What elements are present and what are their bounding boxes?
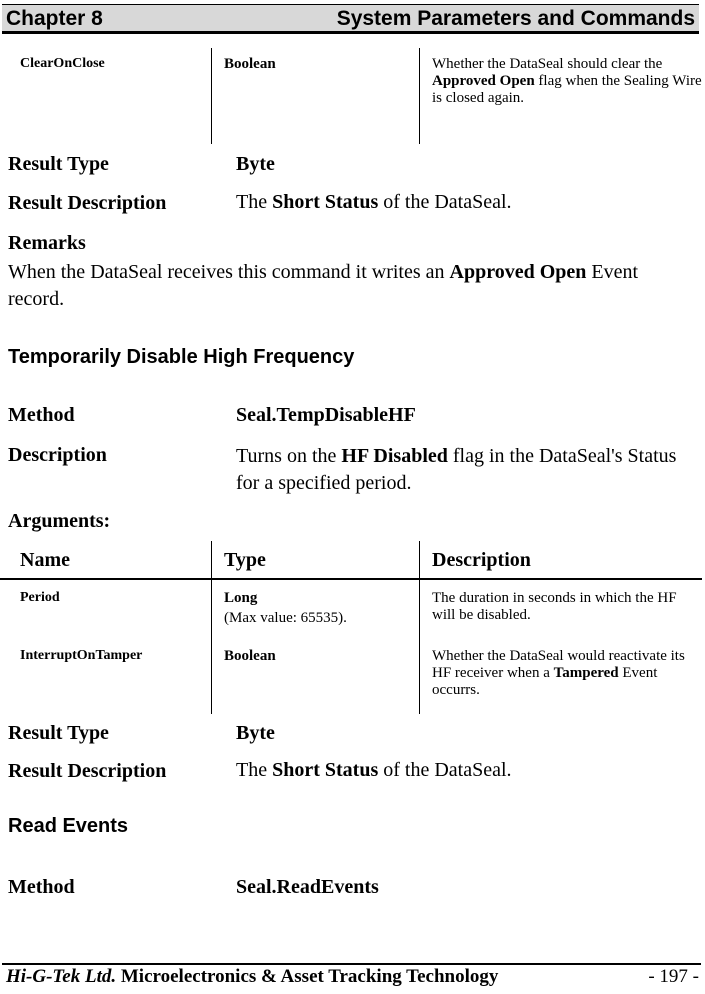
remarks-text: When the DataSeal receives this command it writes an Approved Open Event record.: [8, 261, 639, 310]
chapter-label: Chapter 8: [6, 7, 103, 30]
result-type-label: Result Type: [8, 153, 109, 175]
param-type: Boolean: [224, 648, 276, 664]
footer-company: Hi-G-Tek Ltd. Microelectronics & Asset Tracking Technology: [6, 966, 499, 987]
table-divider: [211, 48, 212, 144]
method-value: Seal.TempDisableHF: [236, 404, 416, 426]
result-type-label: Result Type: [8, 722, 109, 744]
method-label: Method: [8, 876, 75, 898]
column-header-description: Description: [432, 549, 531, 571]
result-type-value: Byte: [236, 722, 275, 744]
result-description-value: The Short Status of the DataSeal.: [236, 191, 512, 213]
param-type: Long: [224, 590, 258, 606]
column-header-name: Name: [20, 549, 70, 571]
arguments-label: Arguments:: [8, 510, 111, 532]
table-header-rule: [0, 578, 702, 580]
param-description: Whether the DataSeal should clear the Approved Open flag when the Sealing Wire is closed again.: [432, 56, 702, 106]
param-name: Period: [20, 590, 60, 605]
result-description-label: Result Description: [8, 760, 167, 782]
param-description: Whether the DataSeal would reactivate its HF receiver when a Tampered Event occurrs.: [432, 648, 685, 698]
param-description: The duration in seconds in which the HF will be disabled.: [432, 590, 677, 623]
section-title: Temporarily Disable High Frequency: [8, 346, 355, 368]
param-name: InterruptOnTamper: [20, 648, 143, 663]
section-label: System Parameters and Commands: [336, 7, 695, 30]
section-title: Read Events: [8, 815, 129, 837]
description-text: Turns on the HF Disabled flag in the DataSeal's Status for a specified period.: [236, 445, 677, 494]
description-label: Description: [8, 444, 107, 466]
method-value: Seal.ReadEvents: [236, 876, 379, 898]
result-description-value: The Short Status of the DataSeal.: [236, 759, 512, 781]
page-number: - 197 -: [648, 966, 699, 987]
table-divider: [419, 48, 420, 144]
column-header-type: Type: [224, 549, 266, 571]
param-type: Boolean: [224, 56, 276, 72]
table-divider: [211, 541, 212, 714]
remarks-label: Remarks: [8, 232, 86, 254]
result-type-value: Byte: [236, 153, 275, 175]
footer-rule: [2, 963, 701, 965]
param-type-note: (Max value: 65535).: [224, 610, 347, 626]
param-name: ClearOnClose: [20, 56, 105, 71]
result-description-label: Result Description: [8, 192, 167, 214]
page-header: [2, 4, 699, 34]
table-divider: [419, 541, 420, 714]
method-label: Method: [8, 404, 75, 426]
